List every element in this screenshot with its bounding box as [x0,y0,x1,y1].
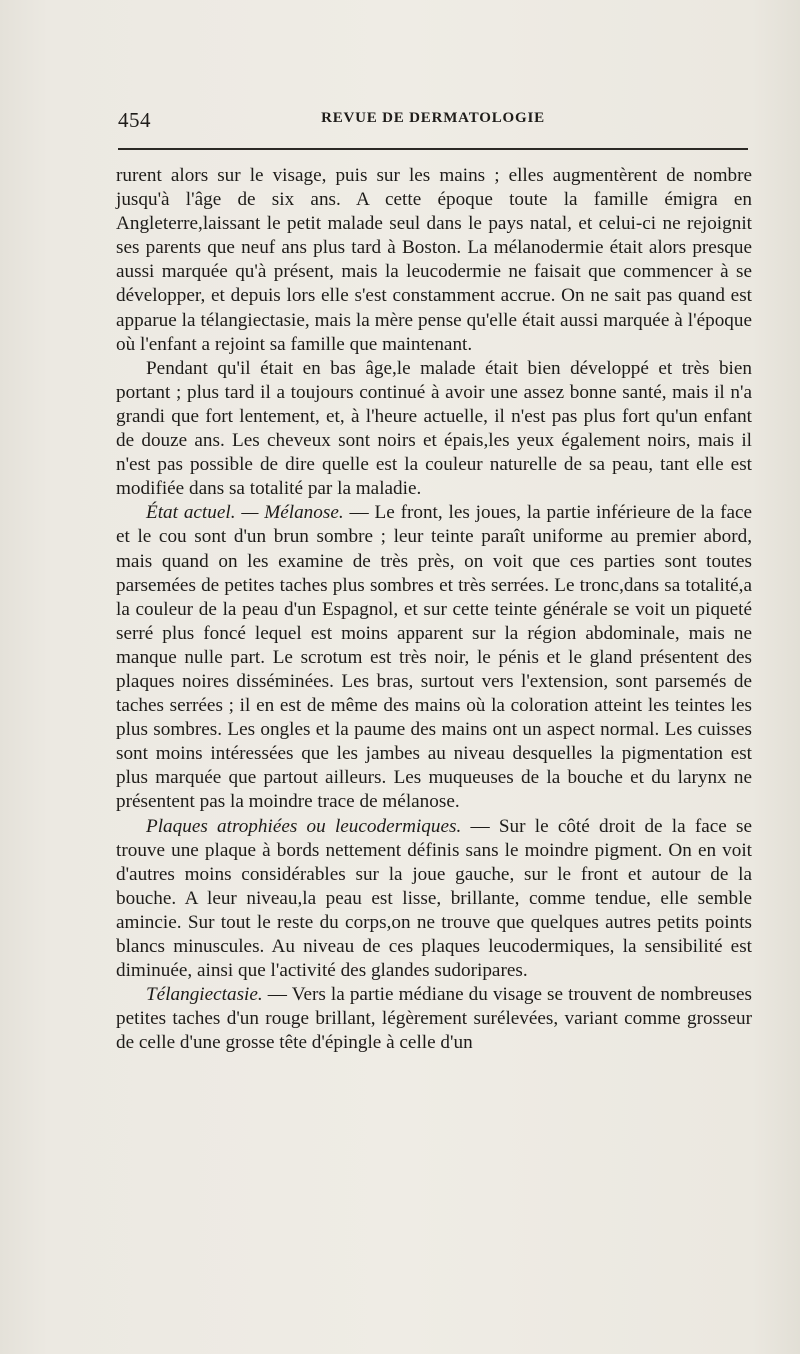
page-number: 454 [118,108,151,132]
running-head: REVUE DE DERMATOLOGIE [321,110,545,126]
page-header [118,108,748,138]
paragraph-text: Pendant qu'il était en bas âge,le malade était bien développé et très bien portant ; plus tard il a toujours continué à avoir une assez bonne santé, mais il n'a grandi que fort lentement, et, à l'heure actuelle, il n'est pas plus fort qu'un enfant de douze ans. Les cheveux sont noirs et épais,les yeux également noirs, mais il n'est pas possible de dire quelle est la couleur naturelle de sa peau, tant elle est modifiée dans sa totalité par la maladie. [116,357,752,500]
section-lead: État actuel. — Mélanose. [146,502,344,524]
section-lead: Télangiectasie. [146,984,263,1006]
header-rule [118,148,748,150]
paragraph-telangiectasie [116,983,752,1055]
section-lead: Plaques atrophiées ou leucodermiques. [146,815,462,837]
paragraph-plaques [116,815,752,984]
paragraph-text: — Vers la partie médiane du visage se trouvent de nombreuses petites taches d'un rouge brillant, légèrement surélevées, variant comme grosseur de celle d'une grosse tête d'épingle à celle d'un [116,984,752,1054]
body-text [116,164,752,1055]
paragraph-text: rurent alors sur le visage, puis sur les mains ; elles augmentèrent de nombre jusqu'à l'âge de six ans. A cette époque toute la famille émigra en Angleterre,laissant le petit malade seul dans le pays natal, et celui-ci ne rejoignit ses parents que neuf ans plus tard à Boston. La mélanodermie était alors presque aussi marquée qu'à présent, mais la leucodermie ne faisait que commencer à se développer, et depuis lors elle s'est constamment accrue. On ne sait pas quand est apparue la télangiectasie, mais la mère pense qu'elle était aussi marquée à l'époque où l'enfant a rejoint sa famille que maintenant. [116,165,752,355]
paragraph-development [116,357,752,502]
paragraph-melanose [116,501,752,814]
paragraph-continued [116,164,752,357]
paragraph-text: — Le front, les joues, la partie inférieure de la face et le cou sont d'un brun sombre ; leur teinte paraît uniforme au premier abord, mais quand on les examine de très près, on voit que ces parties sont toutes parsemées de petites taches plus sombres et très serrées. Le tronc,dans sa totalité,a la couleur de la peau d'un Espagnol, et sur cette teinte générale se voit un piqueté serré plus foncé lequel est moins apparent sur la région abdominale, mais ne manque nulle part. Le scrotum est très noir, le pénis et le gland présentent des plaques noires disséminées. Les bras, surtout vers l'extension, sont parsemés de taches serrées ; il en est de même des mains où la coloration atteint les teintes les plus sombres. Les ongles et la paume des mains ont un aspect normal. Les cuisses sont moins intéressées que les jambes au niveau desquelles la pigmentation est plus marquée que partout ailleurs. Les muqueuses de la bouche et du larynx ne présentent pas la moindre trace de mélanose. [116,502,753,813]
paragraph-text: — Sur le côté droit de la face se trouve une plaque à bords nettement définis sans le moindre pigment. On en voit d'autres moins considérables sur la joue gauche, sur le front et autour de la bouche. A leur niveau,la peau est lisse, brillante, comme tendue, elle semble amincie. Sur tout le reste du corps,on ne trouve que quelques autres petits points blancs minuscules. Au niveau de ces plaques leucodermiques, la sensibilité est diminuée, ainsi que l'activité des glandes sudoripares. [116,815,753,982]
